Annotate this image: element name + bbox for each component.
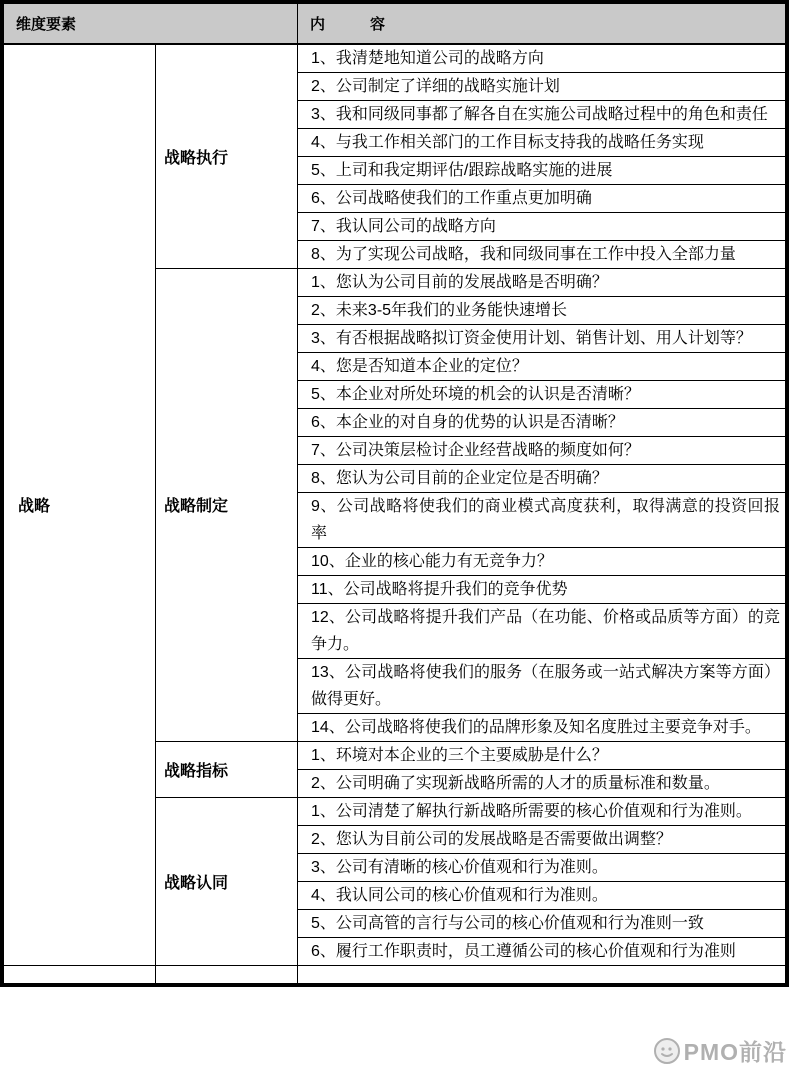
dimension-cell: 战略 [4,44,156,966]
empty-cell [298,965,786,983]
question-cell: 13、公司战略将使我们的服务（在服务或一站式解决方案等方面）做得更好。 [298,658,786,713]
question-cell: 11、公司战略将提升我们的竞争优势 [298,575,786,603]
question-cell: 5、公司高管的言行与公司的核心价值观和行为准则一致 [298,909,786,937]
assessment-table [3,3,786,984]
question-cell: 6、公司战略使我们的工作重点更加明确 [298,184,786,212]
group-label-cell: 战略执行 [156,44,298,269]
question-cell: 4、我认同公司的核心价值观和行为准则。 [298,881,786,909]
watermark-text: PMO前沿 [683,1039,787,1065]
question-cell: 2、未来3-5年我们的业务能快速增长 [298,296,786,324]
question-cell: 1、公司清楚了解执行新战略所需要的核心价值观和行为准则。 [298,797,786,825]
question-cell: 2、公司明确了实现新战略所需的人才的质量标准和数量。 [298,769,786,797]
question-cell: 4、与我工作相关部门的工作目标支持我的战略任务实现 [298,128,786,156]
empty-cell [4,965,156,983]
watermark [653,1034,787,1067]
partial-next-row [4,965,786,983]
table-row [4,44,786,73]
question-cell: 5、上司和我定期评估/跟踪战略实施的进展 [298,156,786,184]
header-dimension-cell: 维度要素 [4,4,298,44]
group-label-cell: 战略指标 [156,741,298,797]
question-cell: 12、公司战略将提升我们产品（在功能、价格或品质等方面）的竞争力。 [298,603,786,658]
question-cell: 2、公司制定了详细的战略实施计划 [298,72,786,100]
question-cell: 3、有否根据战略拟订资金使用计划、销售计划、用人计划等？ [298,324,786,352]
question-cell: 1、您认为公司目前的发展战略是否明确？ [298,268,786,296]
group-label-cell: 战略认同 [156,797,298,965]
question-cell: 2、您认为目前公司的发展战略是否需要做出调整？ [298,825,786,853]
question-cell: 3、公司有清晰的核心价值观和行为准则。 [298,853,786,881]
group-label-cell: 战略制定 [156,268,298,741]
header-row [4,4,786,44]
empty-cell [156,965,298,983]
question-cell: 14、公司战略将使我们的品牌形象及知名度胜过主要竞争对手。 [298,713,786,741]
question-cell: 7、公司决策层检讨企业经营战略的频度如何？ [298,436,786,464]
question-cell: 6、履行工作职责时，员工遵循公司的核心价值观和行为准则 [298,937,786,965]
question-cell: 1、我清楚地知道公司的战略方向 [298,44,786,73]
question-cell: 10、企业的核心能力有无竞争力？ [298,547,786,575]
question-cell: 3、我和同级同事都了解各自在实施公司战略过程中的角色和责任 [298,100,786,128]
question-cell: 9、公司战略将使我们的商业模式高度获利，取得满意的投资回报率 [298,492,786,547]
pmo-logo-icon [653,1037,681,1065]
header-content-cell: 内 容 [298,4,786,44]
question-cell: 4、您是否知道本企业的定位？ [298,352,786,380]
question-cell: 8、为了实现公司战略，我和同级同事在工作中投入全部力量 [298,240,786,268]
question-cell: 6、本企业的对自身的优势的认识是否清晰？ [298,408,786,436]
question-cell: 7、我认同公司的战略方向 [298,212,786,240]
question-cell: 8、您认为公司目前的企业定位是否明确？ [298,464,786,492]
question-cell: 1、环境对本企业的三个主要威胁是什么？ [298,741,786,769]
question-cell: 5、本企业对所处环境的机会的认识是否清晰？ [298,380,786,408]
